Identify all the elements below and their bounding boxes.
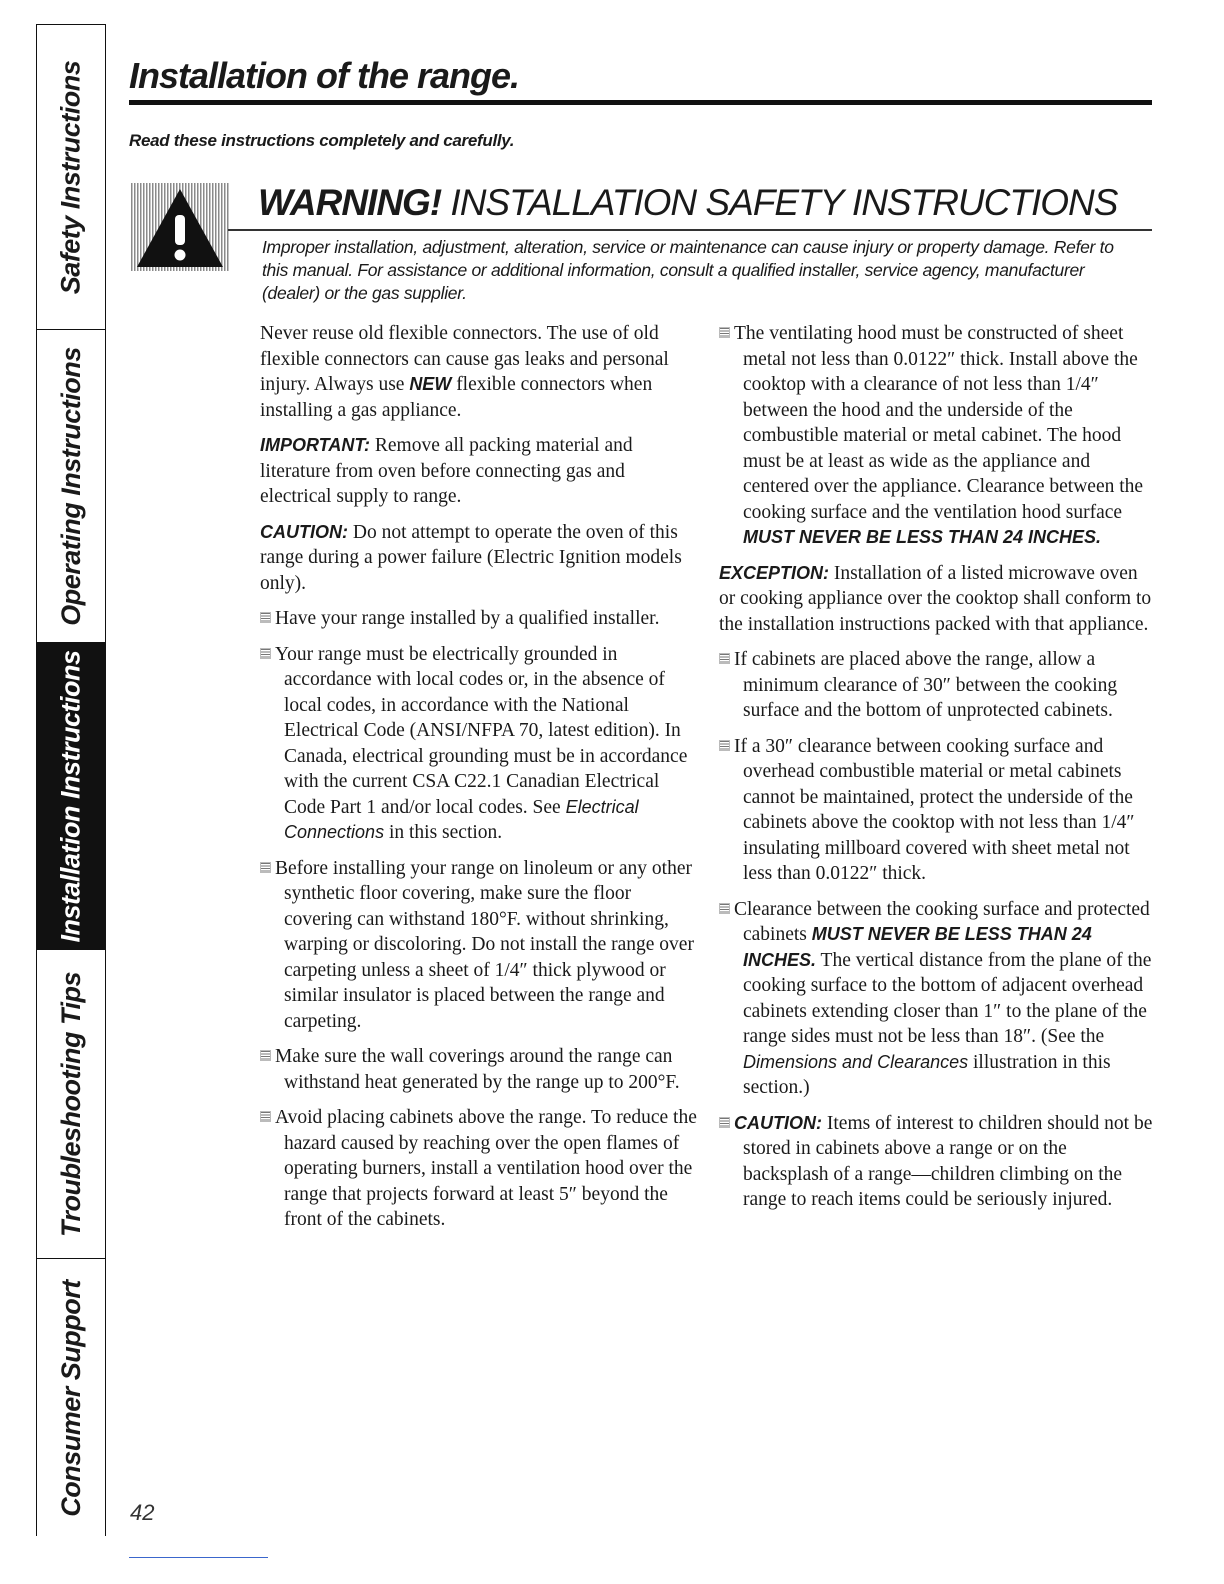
tab-operating-instructions[interactable] [37,330,105,643]
list-item [719,321,1155,551]
bullet-icon [260,648,271,659]
warning-heading-rest: INSTALLATION SAFETY INSTRUCTIONS [441,182,1118,223]
warning-triangle-icon [131,183,229,271]
text: Avoid placing cabinets above the range. To reduce the hazard caused by reaching over the open flames of operating burners, install a ventilation hood over the range that projects forward at least 5″ beyond the front of the cabinets. [275,1107,697,1230]
paragraph-important [260,433,700,510]
bullet-icon [260,1050,271,1061]
text: Have your range installed by a qualified installer. [275,608,660,629]
text: illustration in this section.) [743,1051,1111,1098]
section-tab-bar [36,24,106,1536]
warning-heading-bold: WARNING! [258,182,442,223]
tab-label: Operating Instructions [55,346,86,626]
text: Items of interest to children should not be stored in cabinets above a range or on the backsplash of a range—children climbing on the range to reach items could be seriously injured. [743,1112,1153,1210]
list-item [260,1105,700,1233]
paragraph-flexible-connectors [260,321,700,423]
text: Your range must be electrically grounded in accordance with local codes or, in the absence of local codes, in accordance with the National Electrical Code (ANSI/NFPA 70, latest edition). In Canada, electrical grounding must be in accordance with the current CSA C22.1 Canadian Electrical Code Part 1 and/or local codes. See [275,643,688,818]
list-item [719,647,1155,724]
bullet-icon [260,862,271,873]
tab-label: Installation Instructions [55,649,86,943]
text: The ventilating hood must be constructed of sheet metal not less than 0.0122″ thick. Install above the cooktop with a clearance of not less than 1/4″ between the hood and the underside of the combustible material or metal cabinet. The hood must be at least as wide as the appliance and centered over the appliance. Clearance between the cooking surface and the ventilation hood surface [734,323,1144,523]
tab-installation-instructions[interactable] [37,643,105,950]
paragraph-caution-power-failure [260,520,700,597]
left-column [260,321,700,1243]
reference-dimensions-and-clearances[interactable]: Dimensions and Clearances [743,1051,969,1072]
tab-label: Safety Instructions [55,60,86,294]
page-subtitle: Read these instructions completely and carefully. [129,131,515,150]
list-item [719,734,1155,887]
bullet-icon [719,740,730,751]
text: Installation of a listed microwave oven or cooking appliance over the cooktop shall conform to the installation instructions packed with that appliance. [719,562,1152,635]
text: Remove all packing material and literature from oven before connecting gas and electrical supply to range. [260,435,633,507]
title-divider [129,100,1152,105]
exception-label: EXCEPTION: [719,562,830,583]
page-title: Installation of the range. [129,55,520,96]
reference-electrical-connections[interactable]: Electrical Connections [284,796,639,842]
list-item [260,642,700,846]
bullet-icon [719,903,730,914]
right-column [719,321,1155,1223]
important-label: IMPORTANT: [260,435,370,455]
text: Make sure the wall coverings around the range can withstand heat generated by the range up to 200°F. [275,1046,680,1093]
list-item [260,1044,700,1095]
text: The vertical distance from the plane of the cooking surface to the bottom of adjacent overhead cabinets extending closer than 1″ to the plane of the range sides must not be less than 18″. (See the [743,949,1152,1047]
text: Never reuse old flexible connectors. The use of old flexible connectors can cause gas leaks and personal injury. Always use [260,323,669,395]
text: If cabinets are placed above the range, allow a minimum clearance of 30″ between the cooking surface and the bottom of unprotected cabinets. [734,649,1118,721]
list-item [260,856,700,1035]
list-item [719,897,1155,1101]
warning-heading [258,182,1117,224]
tab-consumer-support[interactable] [37,1259,105,1537]
bullet-icon [719,653,730,664]
bullet-icon [719,1117,730,1128]
tab-troubleshooting-tips[interactable] [37,950,105,1259]
caution-label: CAUTION: [734,1112,822,1133]
emphasis-24-inches: MUST NEVER BE LESS THAN 24 INCHES. [743,924,1092,970]
page-number: 42 [130,1500,155,1525]
tab-label: Consumer Support [55,1279,86,1517]
bullet-icon [719,327,730,338]
emphasis-24-inches: MUST NEVER BE LESS THAN 24 INCHES. [743,527,1102,547]
text: If a 30″ clearance between cooking surface and overhead combustible material or metal cabinets cannot be maintained, protect the underside of the cabinets above the cooktop with not less than 1/4″ insulating millboard covered with sheet metal not less than 0.0122″ thick. [734,735,1135,884]
list-item [260,606,700,632]
tab-label: Troubleshooting Tips [55,971,86,1237]
text: in this section. [384,822,503,843]
text: Clearance between the cooking surface and protected cabinets [734,898,1150,945]
text: Do not attempt to operate the oven of this range during a power failure (Electric Ignition models only). [260,521,682,594]
bullet-icon [260,1111,271,1122]
footer-divider [129,1557,268,1558]
list-item [719,1111,1155,1213]
text: flexible connectors when installing a gas appliance. [260,374,653,421]
caution-label: CAUTION: [260,521,348,542]
tab-safety-instructions[interactable] [37,25,105,330]
paragraph-exception [719,561,1155,638]
warning-body: Improper installation, adjustment, alteration, service or maintenance can cause injury or property damage. Refer to this manual. For assistance or additional information, consult a qualified installer, service agency, manufacturer (dealer) or the gas supplier. [262,237,1114,303]
warning-divider [228,229,1152,231]
text: Before installing your range on linoleum or any other synthetic floor covering, make sure the floor covering can withstand 180°F. without shrinking, warping or discoloring. Do not install the range over carpeting unless a sheet of 1/4″ thick plywood or similar insulator is placed between the range and carpeting. [275,857,694,1032]
emphasis-new: NEW [409,374,452,394]
bullet-icon [260,612,271,623]
